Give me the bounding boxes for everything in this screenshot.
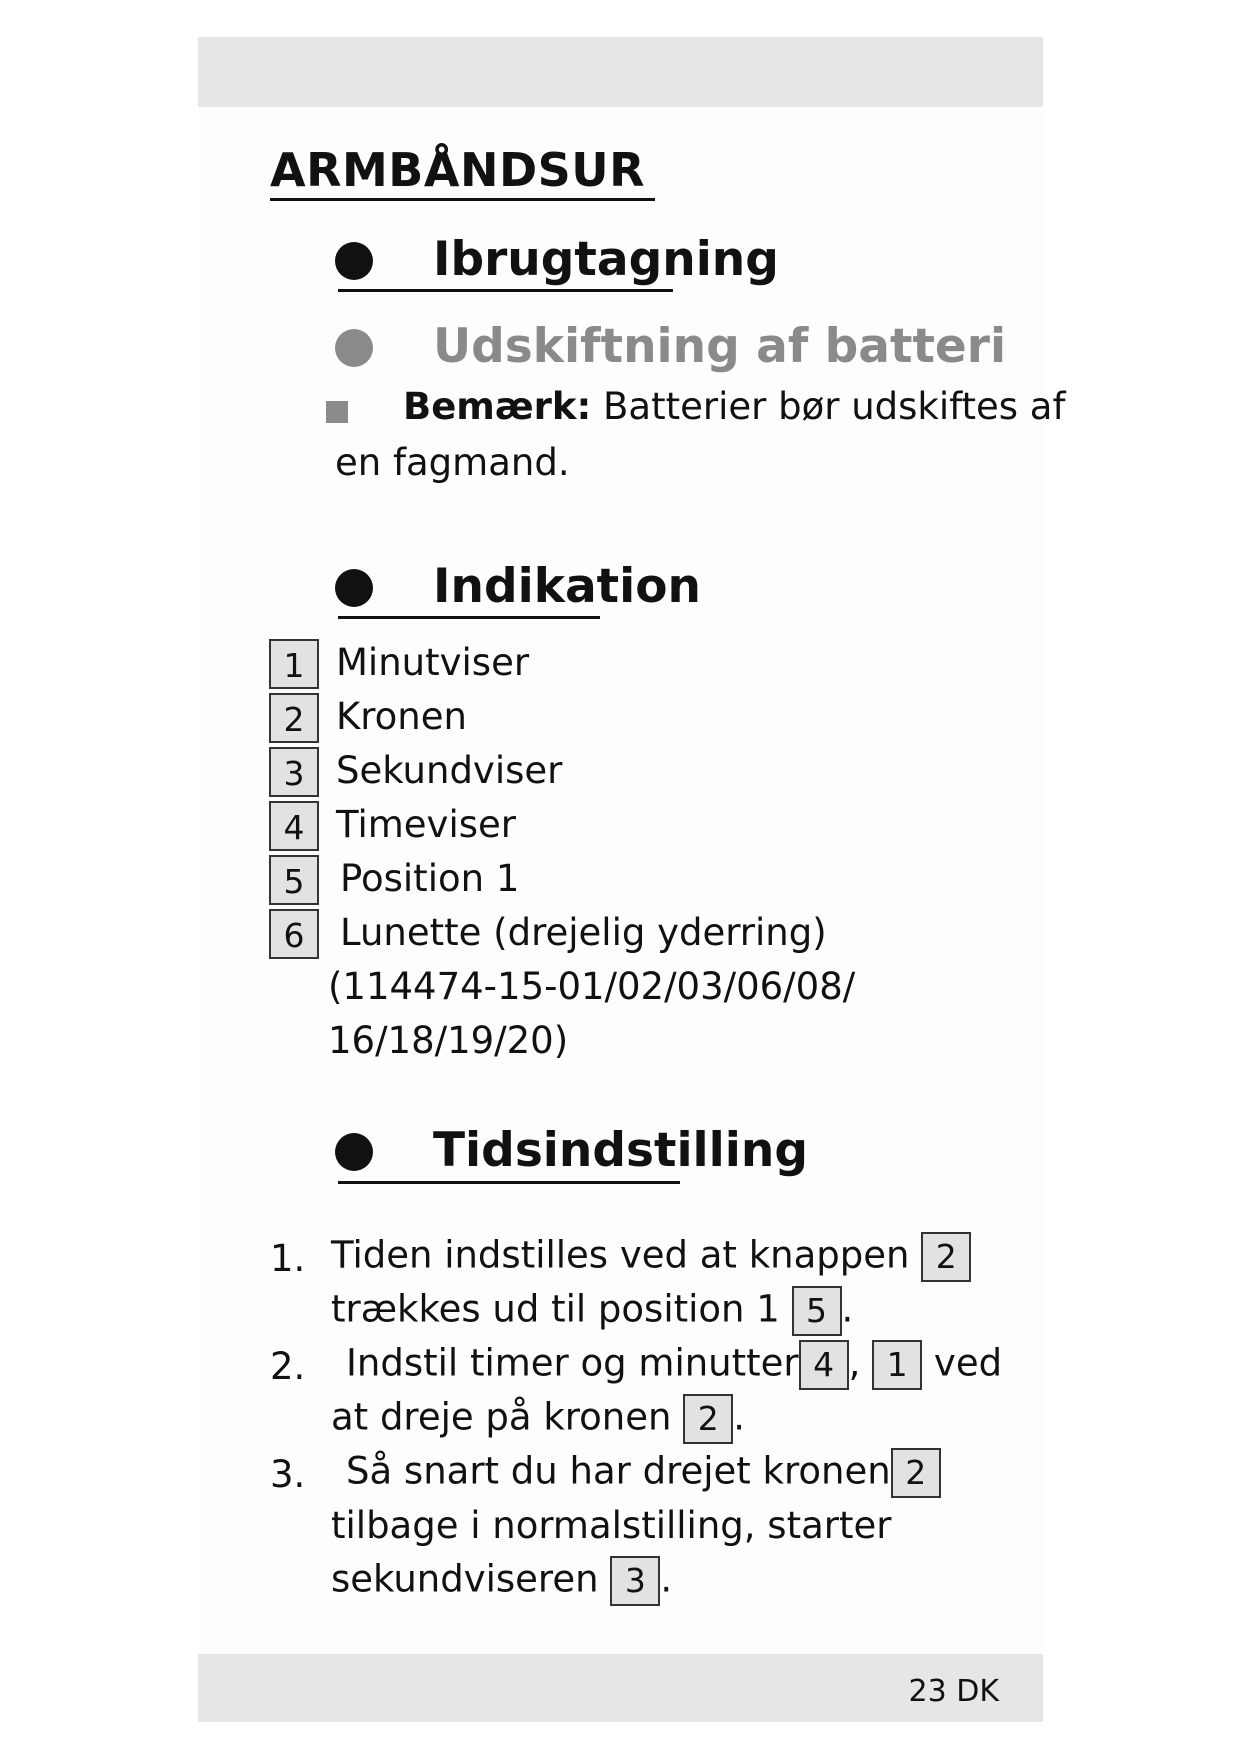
model-numbers-line-2: 16/18/19/20) xyxy=(328,1019,569,1062)
item-label: Minutviser xyxy=(336,641,530,684)
model-numbers-line-1: (114474-15-01/02/03/06/08/ xyxy=(328,965,856,1008)
punctuation: , xyxy=(848,1341,861,1385)
header-band xyxy=(198,37,1043,107)
item-number-box: 3 xyxy=(269,747,319,797)
item-number-box: 5 xyxy=(269,855,319,905)
section-heading-ibrugtagning: Ibrugtagning xyxy=(433,232,779,287)
step-text: Så snart du har drejet kronen xyxy=(346,1449,891,1493)
section-heading-tidsindstilling: Tidsindstilling xyxy=(433,1123,808,1178)
section-underline xyxy=(338,1181,680,1184)
section-bullet-icon xyxy=(335,1133,373,1171)
item-number-box: 6 xyxy=(269,909,319,959)
step-text: trækkes ud til position 1 xyxy=(331,1287,780,1331)
step-text: at dreje på kronen xyxy=(331,1395,672,1439)
item-label: Position 1 xyxy=(340,857,520,900)
reference-box: 1 xyxy=(872,1340,922,1390)
step-text: ved xyxy=(933,1341,1003,1385)
punctuation: . xyxy=(660,1557,673,1601)
item-label: Sekundviser xyxy=(336,749,563,792)
step-text: sekundviseren xyxy=(331,1557,599,1601)
item-label: Lunette (drejelig yderring) xyxy=(340,911,827,954)
section-heading-indikation: Indikation xyxy=(433,559,702,614)
step-number: 2. xyxy=(270,1345,306,1388)
reference-box: 4 xyxy=(799,1340,849,1390)
item-number-box: 4 xyxy=(269,801,319,851)
item-number-box: 2 xyxy=(269,693,319,743)
section-bullet-icon xyxy=(335,569,373,607)
item-label: Kronen xyxy=(336,695,467,738)
page-title: ARMBÅNDSUR xyxy=(270,143,646,197)
reference-box: 5 xyxy=(792,1286,842,1336)
note-line-2: en fagmand. xyxy=(335,441,570,484)
step-number: 3. xyxy=(270,1453,306,1496)
section-heading-udskiftning: Udskiftning af batteri xyxy=(433,319,1007,374)
step-2-line-1 xyxy=(346,1340,1002,1390)
section-bullet-icon xyxy=(335,242,373,280)
step-1-line-2 xyxy=(331,1286,853,1336)
step-2-line-2 xyxy=(331,1394,745,1444)
step-text: Tiden indstilles ved at knappen xyxy=(331,1233,910,1277)
section-underline xyxy=(338,616,600,619)
reference-box: 2 xyxy=(921,1232,971,1282)
step-3-line-1 xyxy=(346,1448,941,1498)
title-underline xyxy=(270,198,655,201)
reference-box: 2 xyxy=(891,1448,941,1498)
note-label: Bemærk: xyxy=(403,385,592,428)
reference-box: 2 xyxy=(683,1394,733,1444)
step-3-line-2: tilbage i normalstilling, starter xyxy=(331,1504,892,1547)
note-square-icon xyxy=(326,401,348,423)
step-number: 1. xyxy=(270,1237,306,1280)
section-bullet-icon xyxy=(335,329,373,367)
item-label: Timeviser xyxy=(336,803,516,846)
page-number: 23 DK xyxy=(908,1674,999,1709)
step-text: Indstil timer og minutter xyxy=(346,1341,799,1385)
step-3-line-3 xyxy=(331,1556,672,1606)
footer-band xyxy=(198,1654,1043,1722)
reference-box: 3 xyxy=(610,1556,660,1606)
item-number-box: 1 xyxy=(269,639,319,689)
step-1-line-1 xyxy=(331,1232,971,1282)
punctuation: . xyxy=(841,1287,854,1331)
note-text: Batterier bør udskiftes af xyxy=(603,385,1066,428)
punctuation: . xyxy=(733,1395,745,1439)
note-line-1 xyxy=(403,385,1066,428)
section-underline xyxy=(338,289,673,292)
manual-page xyxy=(198,37,1066,1721)
